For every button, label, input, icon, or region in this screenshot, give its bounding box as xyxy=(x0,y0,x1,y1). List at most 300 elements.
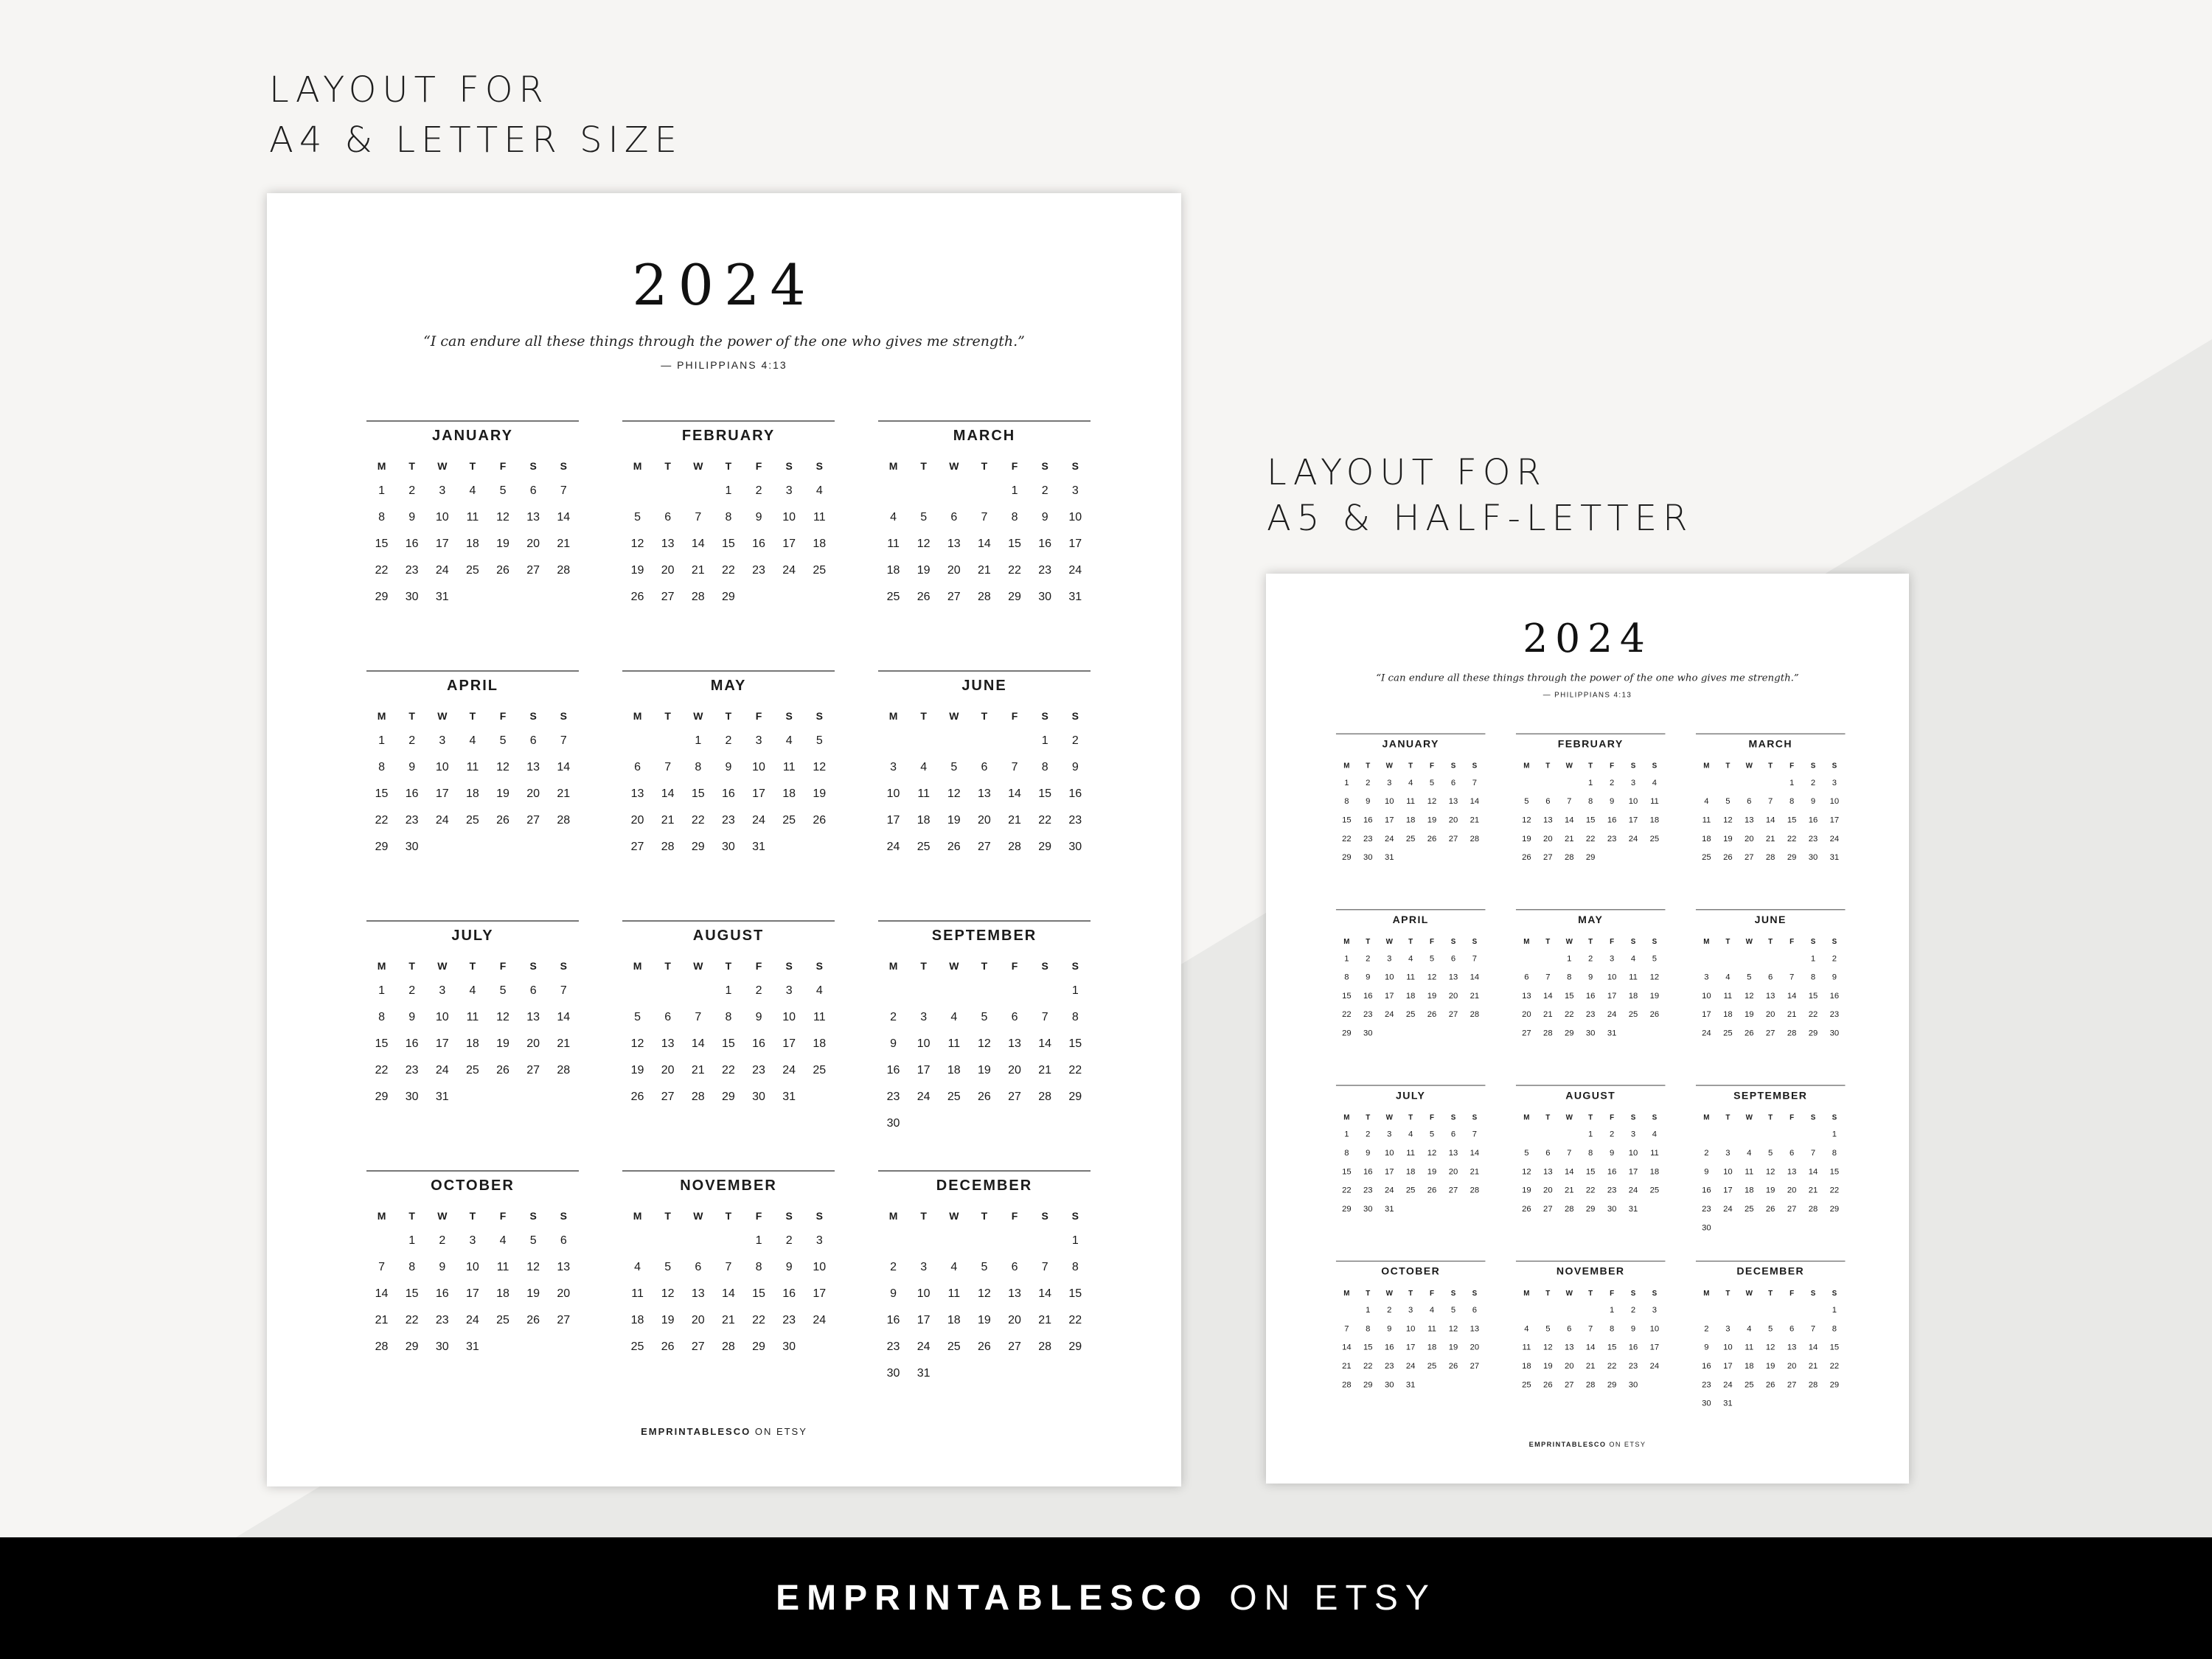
day-cell: 2 xyxy=(785,1234,793,1247)
weekday-header: S xyxy=(529,710,537,722)
week-row xyxy=(622,504,835,531)
day-cell: 2 xyxy=(1810,778,1816,787)
weekday-header: T xyxy=(981,710,988,722)
empty-cell xyxy=(1823,1394,1845,1413)
day-cell: 29 xyxy=(375,1091,389,1103)
month-block-october xyxy=(366,1170,579,1360)
day-cell: 10 xyxy=(752,761,765,773)
day-cell: 1 xyxy=(1832,1305,1837,1315)
empty-cell xyxy=(1717,1301,1739,1320)
month-name: NOVEMBER xyxy=(1556,1265,1625,1278)
day-cell: 28 xyxy=(1765,853,1775,862)
day-cell: 3 xyxy=(1630,778,1636,787)
week-row xyxy=(366,1254,579,1281)
week-row xyxy=(622,1228,835,1254)
day-cell: 4 xyxy=(1652,778,1658,787)
day-cell: 11 xyxy=(466,761,479,773)
empty-cell xyxy=(549,1084,579,1110)
day-cell: 27 xyxy=(1787,1380,1797,1390)
day-cell: 19 xyxy=(496,787,509,800)
day-cell: 24 xyxy=(752,814,765,827)
day-cell: 7 xyxy=(560,734,567,747)
empty-cell xyxy=(488,584,518,611)
day-cell: 22 xyxy=(1342,834,1352,844)
day-cell: 8 xyxy=(725,511,732,524)
weekday-header: F xyxy=(499,960,507,972)
day-cell: 30 xyxy=(1628,1380,1638,1390)
month-block-may xyxy=(1516,909,1666,1043)
weekday-header-row xyxy=(1516,933,1666,950)
month-block-january xyxy=(366,420,579,611)
day-cell: 22 xyxy=(1342,1010,1352,1020)
empty-cell xyxy=(1644,1376,1665,1394)
week-row xyxy=(1696,950,1846,968)
week-row xyxy=(1516,1163,1666,1181)
day-cell: 7 xyxy=(1567,797,1572,807)
day-cell: 5 xyxy=(1652,954,1658,964)
week-row xyxy=(1516,849,1666,867)
day-cell: 24 xyxy=(435,814,449,827)
empty-cell xyxy=(1760,1219,1781,1237)
day-cell: 1 xyxy=(725,984,732,997)
day-cell: 10 xyxy=(1405,1324,1416,1334)
day-cell: 2 xyxy=(408,484,416,497)
empty-cell xyxy=(1559,1125,1580,1144)
month-block-january xyxy=(1336,734,1486,867)
day-cell: 8 xyxy=(1344,973,1349,982)
week-row xyxy=(1516,1320,1666,1338)
empty-cell xyxy=(1060,1110,1091,1137)
month-divider xyxy=(878,1170,1091,1172)
day-cell: 1 xyxy=(1832,1130,1837,1139)
day-cell: 22 xyxy=(1068,1064,1082,1077)
day-cell: 7 xyxy=(695,511,702,524)
day-cell: 31 xyxy=(752,841,765,853)
small-sheet-content xyxy=(1266,574,1909,1483)
day-cell: 11 xyxy=(947,1287,961,1300)
day-cell: 3 xyxy=(920,1261,928,1273)
month-block-march xyxy=(878,420,1091,611)
sheet-credit-suffix: ON ETSY xyxy=(754,1426,807,1437)
day-cell: 11 xyxy=(466,1011,479,1023)
day-cell: 6 xyxy=(529,484,537,497)
day-cell: 6 xyxy=(1011,1261,1018,1273)
day-cell: 8 xyxy=(1832,1148,1837,1158)
day-cell: 23 xyxy=(1585,1010,1596,1020)
month-divider xyxy=(1696,1261,1846,1262)
day-cell: 29 xyxy=(1363,1380,1373,1390)
empty-cell xyxy=(1400,1200,1422,1218)
month-name: DECEMBER xyxy=(1736,1265,1805,1278)
month-name: MARCH xyxy=(1748,738,1792,751)
empty-cell xyxy=(1464,849,1485,867)
day-cell: 8 xyxy=(1609,1324,1615,1334)
day-cell: 15 xyxy=(405,1287,419,1300)
day-cell: 11 xyxy=(1406,1148,1415,1158)
weekday-header-row xyxy=(622,954,835,978)
day-cell: 27 xyxy=(1008,1091,1021,1103)
day-cell: 30 xyxy=(722,841,735,853)
day-cell: 9 xyxy=(1609,1148,1615,1158)
day-cell: 22 xyxy=(405,1314,419,1326)
day-cell: 7 xyxy=(1011,761,1018,773)
weekday-header: T xyxy=(408,710,415,722)
day-cell: 22 xyxy=(1787,834,1797,844)
day-cell: 3 xyxy=(1725,1148,1731,1158)
week-row xyxy=(878,531,1091,557)
day-cell: 11 xyxy=(1745,1343,1754,1352)
weekday-header: S xyxy=(1071,460,1079,472)
empty-cell xyxy=(1696,1125,1717,1144)
day-cell: 22 xyxy=(1829,1186,1840,1195)
week-row xyxy=(878,1084,1091,1110)
empty-cell xyxy=(457,1084,487,1110)
day-cell: 26 xyxy=(947,841,961,853)
day-cell: 10 xyxy=(1829,797,1840,807)
weekday-header: T xyxy=(1588,936,1593,946)
sheet-credit-brand: EMPRINTABLESCO xyxy=(641,1426,751,1437)
month-name: AUGUST xyxy=(692,928,765,944)
day-cell: 20 xyxy=(1008,1064,1021,1077)
day-cell: 6 xyxy=(1567,1324,1572,1334)
day-cell: 2 xyxy=(1071,734,1079,747)
week-row xyxy=(1696,849,1846,867)
week-row xyxy=(1516,1125,1666,1144)
weekday-header-row xyxy=(1516,1109,1666,1126)
day-cell: 13 xyxy=(526,1011,540,1023)
day-cell: 16 xyxy=(405,1037,419,1050)
day-cell: 30 xyxy=(1363,1204,1373,1214)
week-row xyxy=(1696,1376,1846,1394)
day-cell: 16 xyxy=(1363,1167,1373,1177)
day-cell: 16 xyxy=(405,538,419,550)
day-cell: 15 xyxy=(1607,1343,1617,1352)
empty-cell xyxy=(939,478,969,504)
day-cell: 8 xyxy=(1832,1324,1837,1334)
day-cell: 31 xyxy=(435,1091,449,1103)
day-cell: 17 xyxy=(1405,1343,1416,1352)
month-name: JUNE xyxy=(961,678,1007,694)
day-cell: 13 xyxy=(1543,1167,1553,1177)
weekday-header: S xyxy=(1450,761,1456,770)
weekday-header: T xyxy=(920,710,927,722)
week-row xyxy=(878,1110,1091,1137)
day-cell: 20 xyxy=(1744,834,1754,844)
day-cell: 2 xyxy=(1704,1148,1709,1158)
day-cell: 8 xyxy=(1041,761,1048,773)
weekday-header: S xyxy=(560,1210,567,1222)
day-cell: 7 xyxy=(725,1261,732,1273)
month-block-march xyxy=(1696,734,1846,867)
day-cell: 11 xyxy=(496,1261,509,1273)
month-name: MARCH xyxy=(953,428,1016,444)
day-cell: 1 xyxy=(1810,954,1816,964)
weekday-header: S xyxy=(1041,1210,1048,1222)
day-cell: 20 xyxy=(661,1064,675,1077)
day-cell: 10 xyxy=(886,787,900,800)
day-cell: 7 xyxy=(1041,1261,1048,1273)
empty-cell xyxy=(1644,849,1665,867)
empty-cell xyxy=(1717,950,1739,968)
day-cell: 26 xyxy=(526,1314,540,1326)
day-cell: 17 xyxy=(813,1287,827,1300)
empty-cell xyxy=(969,1360,999,1387)
week-row xyxy=(878,1281,1091,1307)
day-cell: 8 xyxy=(755,1261,762,1273)
empty-cell xyxy=(488,834,518,860)
week-row xyxy=(622,584,835,611)
week-row xyxy=(1336,987,1486,1005)
weekday-header: F xyxy=(755,1210,762,1222)
day-cell: 9 xyxy=(1041,511,1048,524)
month-name: JUNE xyxy=(1754,914,1787,926)
day-cell: 31 xyxy=(466,1340,479,1353)
day-cell: 13 xyxy=(1448,1148,1458,1158)
day-cell: 14 xyxy=(1765,815,1775,825)
empty-cell xyxy=(1030,978,1060,1004)
week-row xyxy=(1336,1338,1486,1357)
month-divider xyxy=(878,920,1091,922)
day-cell: 6 xyxy=(1768,973,1773,982)
week-row xyxy=(1336,793,1486,811)
day-cell: 20 xyxy=(526,787,540,800)
week-row xyxy=(1336,1181,1486,1200)
day-cell: 13 xyxy=(1448,973,1458,982)
day-cell: 6 xyxy=(664,1011,672,1023)
day-cell: 12 xyxy=(917,538,931,550)
day-cell: 31 xyxy=(435,591,449,603)
day-cell: 2 xyxy=(1704,1324,1709,1334)
empty-cell xyxy=(549,1334,579,1360)
day-cell: 10 xyxy=(1723,1343,1733,1352)
day-cell: 6 xyxy=(529,734,537,747)
day-cell: 9 xyxy=(755,1011,762,1023)
day-cell: 20 xyxy=(1448,991,1458,1001)
empty-cell xyxy=(457,584,487,611)
day-cell: 23 xyxy=(1384,1361,1394,1371)
day-cell: 14 xyxy=(1808,1167,1818,1177)
large-sheet-content xyxy=(267,193,1181,1486)
day-cell: 9 xyxy=(1704,1167,1709,1177)
day-cell: 17 xyxy=(752,787,765,800)
day-cell: 12 xyxy=(978,1287,991,1300)
day-cell: 6 xyxy=(1545,1148,1551,1158)
weekday-header-row xyxy=(1336,757,1486,774)
month-name: JULY xyxy=(1396,1090,1426,1102)
day-cell: 7 xyxy=(1472,778,1478,787)
day-cell: 7 xyxy=(1588,1324,1593,1334)
day-cell: 15 xyxy=(1342,991,1352,1001)
weekday-header: S xyxy=(1472,761,1478,770)
day-cell: 20 xyxy=(630,814,644,827)
day-cell: 9 xyxy=(439,1261,446,1273)
day-cell: 13 xyxy=(691,1287,705,1300)
empty-cell xyxy=(1443,1376,1464,1394)
day-cell: 21 xyxy=(1585,1361,1596,1371)
day-cell: 6 xyxy=(1524,973,1529,982)
weekday-header: S xyxy=(1071,1210,1079,1222)
empty-cell xyxy=(1696,1301,1717,1320)
day-cell: 27 xyxy=(1008,1340,1021,1353)
day-cell: 16 xyxy=(1607,1167,1617,1177)
day-cell: 12 xyxy=(496,1011,509,1023)
day-cell: 17 xyxy=(1702,1010,1711,1020)
day-cell: 13 xyxy=(661,538,675,550)
day-cell: 7 xyxy=(1344,1324,1349,1334)
week-row xyxy=(1696,1394,1846,1413)
day-cell: 3 xyxy=(1725,1324,1731,1334)
empty-cell xyxy=(939,1360,969,1387)
day-cell: 6 xyxy=(1450,1130,1456,1139)
day-cell: 11 xyxy=(1650,797,1659,807)
day-cell: 23 xyxy=(1038,564,1052,577)
weekday-header: S xyxy=(1450,1288,1456,1297)
empty-cell xyxy=(1717,773,1739,792)
day-cell: 4 xyxy=(469,484,476,497)
weekday-header: T xyxy=(1545,1288,1551,1297)
day-cell: 2 xyxy=(890,1011,897,1023)
week-row xyxy=(1696,968,1846,987)
large-label-line-1: LAYOUT FOR xyxy=(269,69,549,111)
day-cell: 28 xyxy=(557,814,571,827)
day-cell: 31 xyxy=(1405,1380,1416,1390)
day-cell: 17 xyxy=(1384,1167,1394,1177)
day-cell: 24 xyxy=(782,564,796,577)
day-cell: 13 xyxy=(1470,1324,1480,1334)
day-cell: 11 xyxy=(631,1287,644,1300)
day-cell: 7 xyxy=(695,1011,702,1023)
day-cell: 8 xyxy=(1567,973,1572,982)
day-cell: 22 xyxy=(375,1064,389,1077)
day-cell: 28 xyxy=(1038,1340,1052,1353)
weekday-header-row xyxy=(1696,757,1846,774)
day-cell: 1 xyxy=(1071,1234,1079,1247)
day-cell: 27 xyxy=(1448,1010,1458,1020)
day-cell: 13 xyxy=(526,511,540,524)
day-cell: 15 xyxy=(1564,991,1574,1001)
day-cell: 21 xyxy=(1038,1314,1052,1326)
day-cell: 2 xyxy=(1630,1305,1636,1315)
day-cell: 27 xyxy=(1522,1029,1531,1038)
week-row xyxy=(622,1281,835,1307)
day-cell: 9 xyxy=(1810,797,1816,807)
day-cell: 3 xyxy=(1387,954,1392,964)
day-cell: 26 xyxy=(496,814,509,827)
empty-cell xyxy=(1803,1219,1824,1237)
day-cell: 23 xyxy=(405,1064,419,1077)
day-cell: 22 xyxy=(1585,1186,1596,1195)
day-cell: 20 xyxy=(1543,1186,1553,1195)
weekday-header: S xyxy=(1832,1113,1837,1121)
day-cell: 27 xyxy=(691,1340,705,1353)
day-cell: 26 xyxy=(1723,853,1733,862)
week-row xyxy=(366,1057,579,1084)
day-cell: 31 xyxy=(1068,591,1082,603)
day-cell: 5 xyxy=(1747,973,1752,982)
day-cell: 24 xyxy=(1628,1186,1638,1195)
day-cell: 18 xyxy=(947,1314,961,1326)
day-cell: 17 xyxy=(917,1064,931,1077)
week-row xyxy=(622,781,835,807)
day-cell: 17 xyxy=(466,1287,479,1300)
weekday-header: S xyxy=(785,1210,793,1222)
day-cell: 29 xyxy=(1038,841,1052,853)
weekday-header: T xyxy=(1768,761,1773,770)
day-cell: 23 xyxy=(1068,814,1082,827)
month-block-july xyxy=(366,920,579,1110)
day-cell: 21 xyxy=(1008,814,1021,827)
day-cell: 5 xyxy=(981,1011,988,1023)
weekday-header: S xyxy=(1832,1288,1837,1297)
day-cell: 10 xyxy=(917,1037,931,1050)
day-cell: 19 xyxy=(978,1314,991,1326)
day-cell: 21 xyxy=(1470,991,1480,1001)
day-cell: 28 xyxy=(1470,1186,1480,1195)
weekday-header-row xyxy=(878,954,1091,978)
weekday-header: M xyxy=(633,960,642,972)
day-cell: 19 xyxy=(526,1287,540,1300)
day-cell: 20 xyxy=(1008,1314,1021,1326)
day-cell: 24 xyxy=(1384,834,1394,844)
day-cell: 5 xyxy=(634,1011,641,1023)
day-cell: 21 xyxy=(557,787,571,800)
day-cell: 12 xyxy=(1543,1343,1553,1352)
weekday-header: F xyxy=(1011,460,1018,472)
day-cell: 12 xyxy=(1448,1324,1458,1334)
day-cell: 10 xyxy=(435,1011,449,1023)
empty-cell xyxy=(939,978,969,1004)
empty-cell xyxy=(1516,950,1537,968)
weekday-header: S xyxy=(1071,710,1079,722)
day-cell: 29 xyxy=(1829,1204,1840,1214)
day-cell: 20 xyxy=(526,1037,540,1050)
day-cell: 21 xyxy=(722,1314,735,1326)
empty-cell xyxy=(683,478,713,504)
empty-cell xyxy=(1696,950,1717,968)
day-cell: 12 xyxy=(661,1287,675,1300)
week-row xyxy=(878,728,1091,754)
day-cell: 26 xyxy=(1448,1361,1458,1371)
weekday-header-row xyxy=(1336,933,1486,950)
weekday-header: T xyxy=(725,710,732,722)
day-cell: 3 xyxy=(439,984,446,997)
empty-cell xyxy=(878,478,908,504)
week-row xyxy=(1516,968,1666,987)
day-cell: 11 xyxy=(1522,1343,1531,1352)
day-cell: 8 xyxy=(1344,797,1349,807)
weekday-header: W xyxy=(1745,761,1753,770)
day-cell: 20 xyxy=(978,814,991,827)
month-block-april xyxy=(366,670,579,860)
day-cell: 4 xyxy=(634,1261,641,1273)
day-cell: 1 xyxy=(1588,1130,1593,1139)
empty-cell xyxy=(1443,849,1464,867)
week-row xyxy=(622,1307,835,1334)
day-cell: 25 xyxy=(813,564,827,577)
week-row xyxy=(878,781,1091,807)
day-cell: 10 xyxy=(1384,1148,1394,1158)
weekday-header: T xyxy=(1366,936,1371,946)
day-cell: 2 xyxy=(1041,484,1048,497)
day-cell: 21 xyxy=(1470,1167,1480,1177)
day-cell: 15 xyxy=(1363,1343,1373,1352)
day-cell: 15 xyxy=(375,538,389,550)
empty-cell xyxy=(653,1228,683,1254)
day-cell: 2 xyxy=(408,734,416,747)
empty-cell xyxy=(1739,950,1760,968)
day-cell: 25 xyxy=(917,841,931,853)
week-row xyxy=(1516,793,1666,811)
